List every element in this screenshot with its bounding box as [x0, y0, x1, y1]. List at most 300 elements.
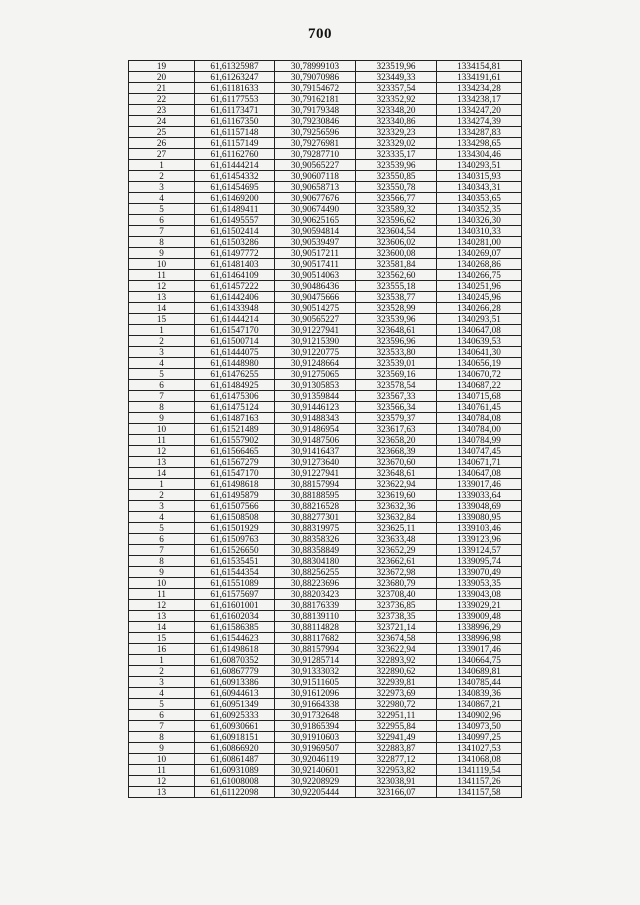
- longitude-cell: 30,90514275: [275, 303, 356, 314]
- x-coordinate-cell: 323038,91: [356, 776, 437, 787]
- table-row: [129, 149, 522, 160]
- latitude-cell: 61,61547170: [195, 325, 275, 336]
- latitude-cell: 61,61457222: [195, 281, 275, 292]
- longitude-cell: 30,90565227: [275, 314, 356, 325]
- y-coordinate-cell: 1340639,53: [437, 336, 522, 347]
- latitude-cell: 61,61495879: [195, 490, 275, 501]
- latitude-cell: 61,61162760: [195, 149, 275, 160]
- y-coordinate-cell: 1334287,83: [437, 127, 522, 138]
- table-row: [129, 523, 522, 534]
- table-row: [129, 479, 522, 490]
- y-coordinate-cell: 1340268,86: [437, 259, 522, 270]
- x-coordinate-cell: 323721,14: [356, 622, 437, 633]
- table-row: [129, 644, 522, 655]
- latitude-cell: 61,61586385: [195, 622, 275, 633]
- x-coordinate-cell: 323589,32: [356, 204, 437, 215]
- point-number-cell: 3: [129, 347, 195, 358]
- table-row: [129, 105, 522, 116]
- longitude-cell: 30,91248664: [275, 358, 356, 369]
- longitude-cell: 30,88304180: [275, 556, 356, 567]
- y-coordinate-cell: 1340689,81: [437, 666, 522, 677]
- point-number-cell: 8: [129, 732, 195, 743]
- y-coordinate-cell: 1339080,95: [437, 512, 522, 523]
- point-number-cell: 3: [129, 501, 195, 512]
- latitude-cell: 61,61181633: [195, 83, 275, 94]
- latitude-cell: 61,61544623: [195, 633, 275, 644]
- table-row: [129, 259, 522, 270]
- longitude-cell: 30,91446123: [275, 402, 356, 413]
- latitude-cell: 61,61487163: [195, 413, 275, 424]
- latitude-cell: 61,60913386: [195, 677, 275, 688]
- x-coordinate-cell: 323579,37: [356, 413, 437, 424]
- table-row: [129, 688, 522, 699]
- x-coordinate-cell: 323672,98: [356, 567, 437, 578]
- longitude-cell: 30,88114828: [275, 622, 356, 633]
- table-row: [129, 61, 522, 72]
- latitude-cell: 61,61481403: [195, 259, 275, 270]
- table-row: [129, 314, 522, 325]
- latitude-cell: 61,61535451: [195, 556, 275, 567]
- x-coordinate-cell: 323622,94: [356, 644, 437, 655]
- x-coordinate-cell: 323539,01: [356, 358, 437, 369]
- point-number-cell: 16: [129, 644, 195, 655]
- y-coordinate-cell: 1340266,75: [437, 270, 522, 281]
- latitude-cell: 61,61008008: [195, 776, 275, 787]
- longitude-cell: 30,91486954: [275, 424, 356, 435]
- point-number-cell: 22: [129, 94, 195, 105]
- latitude-cell: 61,61601001: [195, 600, 275, 611]
- x-coordinate-cell: 323329,02: [356, 138, 437, 149]
- latitude-cell: 61,61442406: [195, 292, 275, 303]
- table-row: [129, 292, 522, 303]
- x-coordinate-cell: 323550,78: [356, 182, 437, 193]
- latitude-cell: 61,61489411: [195, 204, 275, 215]
- longitude-cell: 30,88319975: [275, 523, 356, 534]
- y-coordinate-cell: 1340671,71: [437, 457, 522, 468]
- x-coordinate-cell: 323566,77: [356, 193, 437, 204]
- y-coordinate-cell: 1339095,74: [437, 556, 522, 567]
- y-coordinate-cell: 1340784,99: [437, 435, 522, 446]
- y-coordinate-cell: 1339070,49: [437, 567, 522, 578]
- table-row: [129, 600, 522, 611]
- x-coordinate-cell: 322973,69: [356, 688, 437, 699]
- point-number-cell: 5: [129, 204, 195, 215]
- table-row: [129, 171, 522, 182]
- y-coordinate-cell: 1340315,93: [437, 171, 522, 182]
- latitude-cell: 61,61475306: [195, 391, 275, 402]
- longitude-cell: 30,92140601: [275, 765, 356, 776]
- point-number-cell: 15: [129, 633, 195, 644]
- longitude-cell: 30,90475666: [275, 292, 356, 303]
- x-coordinate-cell: 323606,02: [356, 237, 437, 248]
- x-coordinate-cell: 323625,11: [356, 523, 437, 534]
- y-coordinate-cell: 1340784,08: [437, 413, 522, 424]
- latitude-cell: 61,61566465: [195, 446, 275, 457]
- y-coordinate-cell: 1340664,75: [437, 655, 522, 666]
- latitude-cell: 61,61454695: [195, 182, 275, 193]
- x-coordinate-cell: 323569,16: [356, 369, 437, 380]
- point-number-cell: 3: [129, 182, 195, 193]
- point-number-cell: 19: [129, 61, 195, 72]
- y-coordinate-cell: 1339017,46: [437, 644, 522, 655]
- table-row: [129, 215, 522, 226]
- latitude-cell: 61,61444214: [195, 160, 275, 171]
- table-row: [129, 391, 522, 402]
- longitude-cell: 30,90565227: [275, 160, 356, 171]
- point-number-cell: 1: [129, 655, 195, 666]
- latitude-cell: 61,61263247: [195, 72, 275, 83]
- latitude-cell: 61,61173471: [195, 105, 275, 116]
- longitude-cell: 30,92205444: [275, 787, 356, 798]
- y-coordinate-cell: 1334238,17: [437, 94, 522, 105]
- y-coordinate-cell: 1339017,46: [437, 479, 522, 490]
- longitude-cell: 30,79070986: [275, 72, 356, 83]
- point-number-cell: 10: [129, 578, 195, 589]
- table-row: [129, 468, 522, 479]
- latitude-cell: 61,60930661: [195, 721, 275, 732]
- y-coordinate-cell: 1340670,72: [437, 369, 522, 380]
- point-number-cell: 2: [129, 171, 195, 182]
- y-coordinate-cell: 1339124,57: [437, 545, 522, 556]
- longitude-cell: 30,88139110: [275, 611, 356, 622]
- table-row: [129, 446, 522, 457]
- x-coordinate-cell: 323674,58: [356, 633, 437, 644]
- point-number-cell: 1: [129, 479, 195, 490]
- latitude-cell: 61,61498618: [195, 644, 275, 655]
- y-coordinate-cell: 1340687,22: [437, 380, 522, 391]
- longitude-cell: 30,90517411: [275, 259, 356, 270]
- longitude-cell: 30,92046119: [275, 754, 356, 765]
- point-number-cell: 27: [129, 149, 195, 160]
- x-coordinate-cell: 322877,12: [356, 754, 437, 765]
- point-number-cell: 8: [129, 402, 195, 413]
- x-coordinate-cell: 322953,82: [356, 765, 437, 776]
- table-row: [129, 457, 522, 468]
- y-coordinate-cell: 1340997,25: [437, 732, 522, 743]
- table-row: [129, 787, 522, 798]
- point-number-cell: 24: [129, 116, 195, 127]
- point-number-cell: 10: [129, 754, 195, 765]
- longitude-cell: 30,91275065: [275, 369, 356, 380]
- latitude-cell: 61,61557902: [195, 435, 275, 446]
- longitude-cell: 30,90486436: [275, 281, 356, 292]
- longitude-cell: 30,90517211: [275, 248, 356, 259]
- y-coordinate-cell: 1334247,20: [437, 105, 522, 116]
- point-number-cell: 26: [129, 138, 195, 149]
- point-number-cell: 7: [129, 391, 195, 402]
- point-number-cell: 4: [129, 193, 195, 204]
- longitude-cell: 30,90677676: [275, 193, 356, 204]
- y-coordinate-cell: 1340902,96: [437, 710, 522, 721]
- x-coordinate-cell: 323581,84: [356, 259, 437, 270]
- latitude-cell: 61,61469200: [195, 193, 275, 204]
- table-row: [129, 402, 522, 413]
- latitude-cell: 61,61433948: [195, 303, 275, 314]
- latitude-cell: 61,61501929: [195, 523, 275, 534]
- y-coordinate-cell: 1340641,30: [437, 347, 522, 358]
- longitude-cell: 30,91215390: [275, 336, 356, 347]
- longitude-cell: 30,91910603: [275, 732, 356, 743]
- table-row: [129, 743, 522, 754]
- table-row: [129, 72, 522, 83]
- table-row: [129, 336, 522, 347]
- longitude-cell: 30,91732648: [275, 710, 356, 721]
- longitude-cell: 30,79179348: [275, 105, 356, 116]
- x-coordinate-cell: 323622,94: [356, 479, 437, 490]
- y-coordinate-cell: 1339043,08: [437, 589, 522, 600]
- x-coordinate-cell: 323566,34: [356, 402, 437, 413]
- y-coordinate-cell: 1340353,65: [437, 193, 522, 204]
- y-coordinate-cell: 1334274,39: [437, 116, 522, 127]
- longitude-cell: 30,90539497: [275, 237, 356, 248]
- y-coordinate-cell: 1340326,30: [437, 215, 522, 226]
- point-number-cell: 8: [129, 556, 195, 567]
- y-coordinate-cell: 1338996,29: [437, 622, 522, 633]
- table-row: [129, 270, 522, 281]
- point-number-cell: 9: [129, 413, 195, 424]
- x-coordinate-cell: 322951,11: [356, 710, 437, 721]
- point-number-cell: 15: [129, 314, 195, 325]
- y-coordinate-cell: 1339053,35: [437, 578, 522, 589]
- y-coordinate-cell: 1339103,46: [437, 523, 522, 534]
- table-row: [129, 567, 522, 578]
- x-coordinate-cell: 323539,96: [356, 160, 437, 171]
- longitude-cell: 30,88203423: [275, 589, 356, 600]
- table-row: [129, 589, 522, 600]
- longitude-cell: 30,91511605: [275, 677, 356, 688]
- point-number-cell: 6: [129, 380, 195, 391]
- longitude-cell: 30,90607118: [275, 171, 356, 182]
- table-row: [129, 413, 522, 424]
- latitude-cell: 61,61508508: [195, 512, 275, 523]
- latitude-cell: 61,60951349: [195, 699, 275, 710]
- table-row: [129, 666, 522, 677]
- latitude-cell: 61,61521489: [195, 424, 275, 435]
- table-row: [129, 204, 522, 215]
- y-coordinate-cell: 1340269,07: [437, 248, 522, 259]
- x-coordinate-cell: 323658,20: [356, 435, 437, 446]
- point-number-cell: 7: [129, 226, 195, 237]
- y-coordinate-cell: 1340343,31: [437, 182, 522, 193]
- x-coordinate-cell: 323567,33: [356, 391, 437, 402]
- longitude-cell: 30,88176339: [275, 600, 356, 611]
- longitude-cell: 30,88157994: [275, 479, 356, 490]
- x-coordinate-cell: 323632,84: [356, 512, 437, 523]
- longitude-cell: 30,79162181: [275, 94, 356, 105]
- x-coordinate-cell: 323550,85: [356, 171, 437, 182]
- x-coordinate-cell: 323555,18: [356, 281, 437, 292]
- latitude-cell: 61,61157148: [195, 127, 275, 138]
- longitude-cell: 30,91612096: [275, 688, 356, 699]
- point-number-cell: 13: [129, 292, 195, 303]
- x-coordinate-cell: 323648,61: [356, 468, 437, 479]
- table-row: [129, 94, 522, 105]
- y-coordinate-cell: 1340293,51: [437, 160, 522, 171]
- table-row: [129, 677, 522, 688]
- y-coordinate-cell: 1339048,69: [437, 501, 522, 512]
- longitude-cell: 30,91664338: [275, 699, 356, 710]
- y-coordinate-cell: 1340715,68: [437, 391, 522, 402]
- table-row: [129, 490, 522, 501]
- longitude-cell: 30,91865394: [275, 721, 356, 732]
- y-coordinate-cell: 1340281,00: [437, 237, 522, 248]
- point-number-cell: 5: [129, 523, 195, 534]
- x-coordinate-cell: 323166,07: [356, 787, 437, 798]
- y-coordinate-cell: 1339009,48: [437, 611, 522, 622]
- y-coordinate-cell: 1339029,21: [437, 600, 522, 611]
- x-coordinate-cell: 323357,54: [356, 83, 437, 94]
- point-number-cell: 5: [129, 369, 195, 380]
- table-row: [129, 193, 522, 204]
- y-coordinate-cell: 1341068,08: [437, 754, 522, 765]
- point-number-cell: 10: [129, 424, 195, 435]
- y-coordinate-cell: 1340784,00: [437, 424, 522, 435]
- longitude-cell: 30,88256255: [275, 567, 356, 578]
- table-row: [129, 435, 522, 446]
- x-coordinate-cell: 323578,54: [356, 380, 437, 391]
- latitude-cell: 61,61475124: [195, 402, 275, 413]
- longitude-cell: 30,88157994: [275, 644, 356, 655]
- x-coordinate-cell: 323738,35: [356, 611, 437, 622]
- table-row: [129, 611, 522, 622]
- point-number-cell: 13: [129, 787, 195, 798]
- longitude-cell: 30,88216528: [275, 501, 356, 512]
- point-number-cell: 9: [129, 248, 195, 259]
- table-row: [129, 512, 522, 523]
- longitude-cell: 30,79287710: [275, 149, 356, 160]
- table-row: [129, 116, 522, 127]
- longitude-cell: 30,90514063: [275, 270, 356, 281]
- table-row: [129, 83, 522, 94]
- point-number-cell: 7: [129, 545, 195, 556]
- table-row: [129, 237, 522, 248]
- x-coordinate-cell: 322883,87: [356, 743, 437, 754]
- point-number-cell: 1: [129, 160, 195, 171]
- y-coordinate-cell: 1334298,65: [437, 138, 522, 149]
- longitude-cell: 30,91416437: [275, 446, 356, 457]
- table-row: [129, 655, 522, 666]
- y-coordinate-cell: 1334304,46: [437, 149, 522, 160]
- table-row: [129, 501, 522, 512]
- point-number-cell: 13: [129, 457, 195, 468]
- y-coordinate-cell: 1338996,98: [437, 633, 522, 644]
- latitude-cell: 61,61507566: [195, 501, 275, 512]
- latitude-cell: 61,61325987: [195, 61, 275, 72]
- y-coordinate-cell: 1340839,36: [437, 688, 522, 699]
- longitude-cell: 30,88188595: [275, 490, 356, 501]
- x-coordinate-cell: 323538,77: [356, 292, 437, 303]
- longitude-cell: 30,91227941: [275, 325, 356, 336]
- coordinates-table-container: [128, 60, 521, 798]
- y-coordinate-cell: 1340747,45: [437, 446, 522, 457]
- y-coordinate-cell: 1340245,96: [437, 292, 522, 303]
- x-coordinate-cell: 323329,23: [356, 127, 437, 138]
- point-number-cell: 11: [129, 765, 195, 776]
- latitude-cell: 61,61509763: [195, 534, 275, 545]
- table-row: [129, 699, 522, 710]
- latitude-cell: 61,61444214: [195, 314, 275, 325]
- y-coordinate-cell: 1340293,51: [437, 314, 522, 325]
- point-number-cell: 25: [129, 127, 195, 138]
- point-number-cell: 23: [129, 105, 195, 116]
- x-coordinate-cell: 323600,08: [356, 248, 437, 259]
- latitude-cell: 61,61500714: [195, 336, 275, 347]
- point-number-cell: 12: [129, 776, 195, 787]
- x-coordinate-cell: 323648,61: [356, 325, 437, 336]
- longitude-cell: 30,91333032: [275, 666, 356, 677]
- latitude-cell: 61,61602034: [195, 611, 275, 622]
- longitude-cell: 30,91305853: [275, 380, 356, 391]
- table-row: [129, 369, 522, 380]
- latitude-cell: 61,60918151: [195, 732, 275, 743]
- table-row: [129, 358, 522, 369]
- point-number-cell: 1: [129, 325, 195, 336]
- x-coordinate-cell: 323596,96: [356, 336, 437, 347]
- page-number: 700: [308, 26, 332, 42]
- table-row: [129, 710, 522, 721]
- longitude-cell: 30,91487506: [275, 435, 356, 446]
- longitude-cell: 30,91220775: [275, 347, 356, 358]
- table-row: [129, 776, 522, 787]
- y-coordinate-cell: 1340251,96: [437, 281, 522, 292]
- table-row: [129, 633, 522, 644]
- point-number-cell: 11: [129, 589, 195, 600]
- x-coordinate-cell: 323652,29: [356, 545, 437, 556]
- x-coordinate-cell: 323668,39: [356, 446, 437, 457]
- point-number-cell: 12: [129, 600, 195, 611]
- point-number-cell: 11: [129, 270, 195, 281]
- latitude-cell: 61,61495557: [195, 215, 275, 226]
- point-number-cell: 14: [129, 303, 195, 314]
- x-coordinate-cell: 323662,61: [356, 556, 437, 567]
- longitude-cell: 30,88277301: [275, 512, 356, 523]
- longitude-cell: 30,79276981: [275, 138, 356, 149]
- x-coordinate-cell: 323519,96: [356, 61, 437, 72]
- latitude-cell: 61,61122098: [195, 787, 275, 798]
- table-row: [129, 160, 522, 171]
- latitude-cell: 61,61484925: [195, 380, 275, 391]
- longitude-cell: 30,79154672: [275, 83, 356, 94]
- x-coordinate-cell: 322939,81: [356, 677, 437, 688]
- latitude-cell: 61,61547170: [195, 468, 275, 479]
- latitude-cell: 61,61444075: [195, 347, 275, 358]
- y-coordinate-cell: 1341027,53: [437, 743, 522, 754]
- coordinates-table: [128, 60, 522, 798]
- latitude-cell: 61,60944613: [195, 688, 275, 699]
- table-row: [129, 732, 522, 743]
- table-row: [129, 303, 522, 314]
- longitude-cell: 30,90625165: [275, 215, 356, 226]
- x-coordinate-cell: 323352,92: [356, 94, 437, 105]
- x-coordinate-cell: 322955,84: [356, 721, 437, 732]
- x-coordinate-cell: 323736,85: [356, 600, 437, 611]
- x-coordinate-cell: 323633,48: [356, 534, 437, 545]
- y-coordinate-cell: 1340761,45: [437, 402, 522, 413]
- x-coordinate-cell: 323680,79: [356, 578, 437, 589]
- table-row: [129, 281, 522, 292]
- point-number-cell: 21: [129, 83, 195, 94]
- table-row: [129, 138, 522, 149]
- y-coordinate-cell: 1341157,58: [437, 787, 522, 798]
- point-number-cell: 3: [129, 677, 195, 688]
- point-number-cell: 2: [129, 490, 195, 501]
- latitude-cell: 61,61567279: [195, 457, 275, 468]
- latitude-cell: 61,61476255: [195, 369, 275, 380]
- point-number-cell: 14: [129, 622, 195, 633]
- table-row: [129, 424, 522, 435]
- x-coordinate-cell: 323708,40: [356, 589, 437, 600]
- point-number-cell: 12: [129, 281, 195, 292]
